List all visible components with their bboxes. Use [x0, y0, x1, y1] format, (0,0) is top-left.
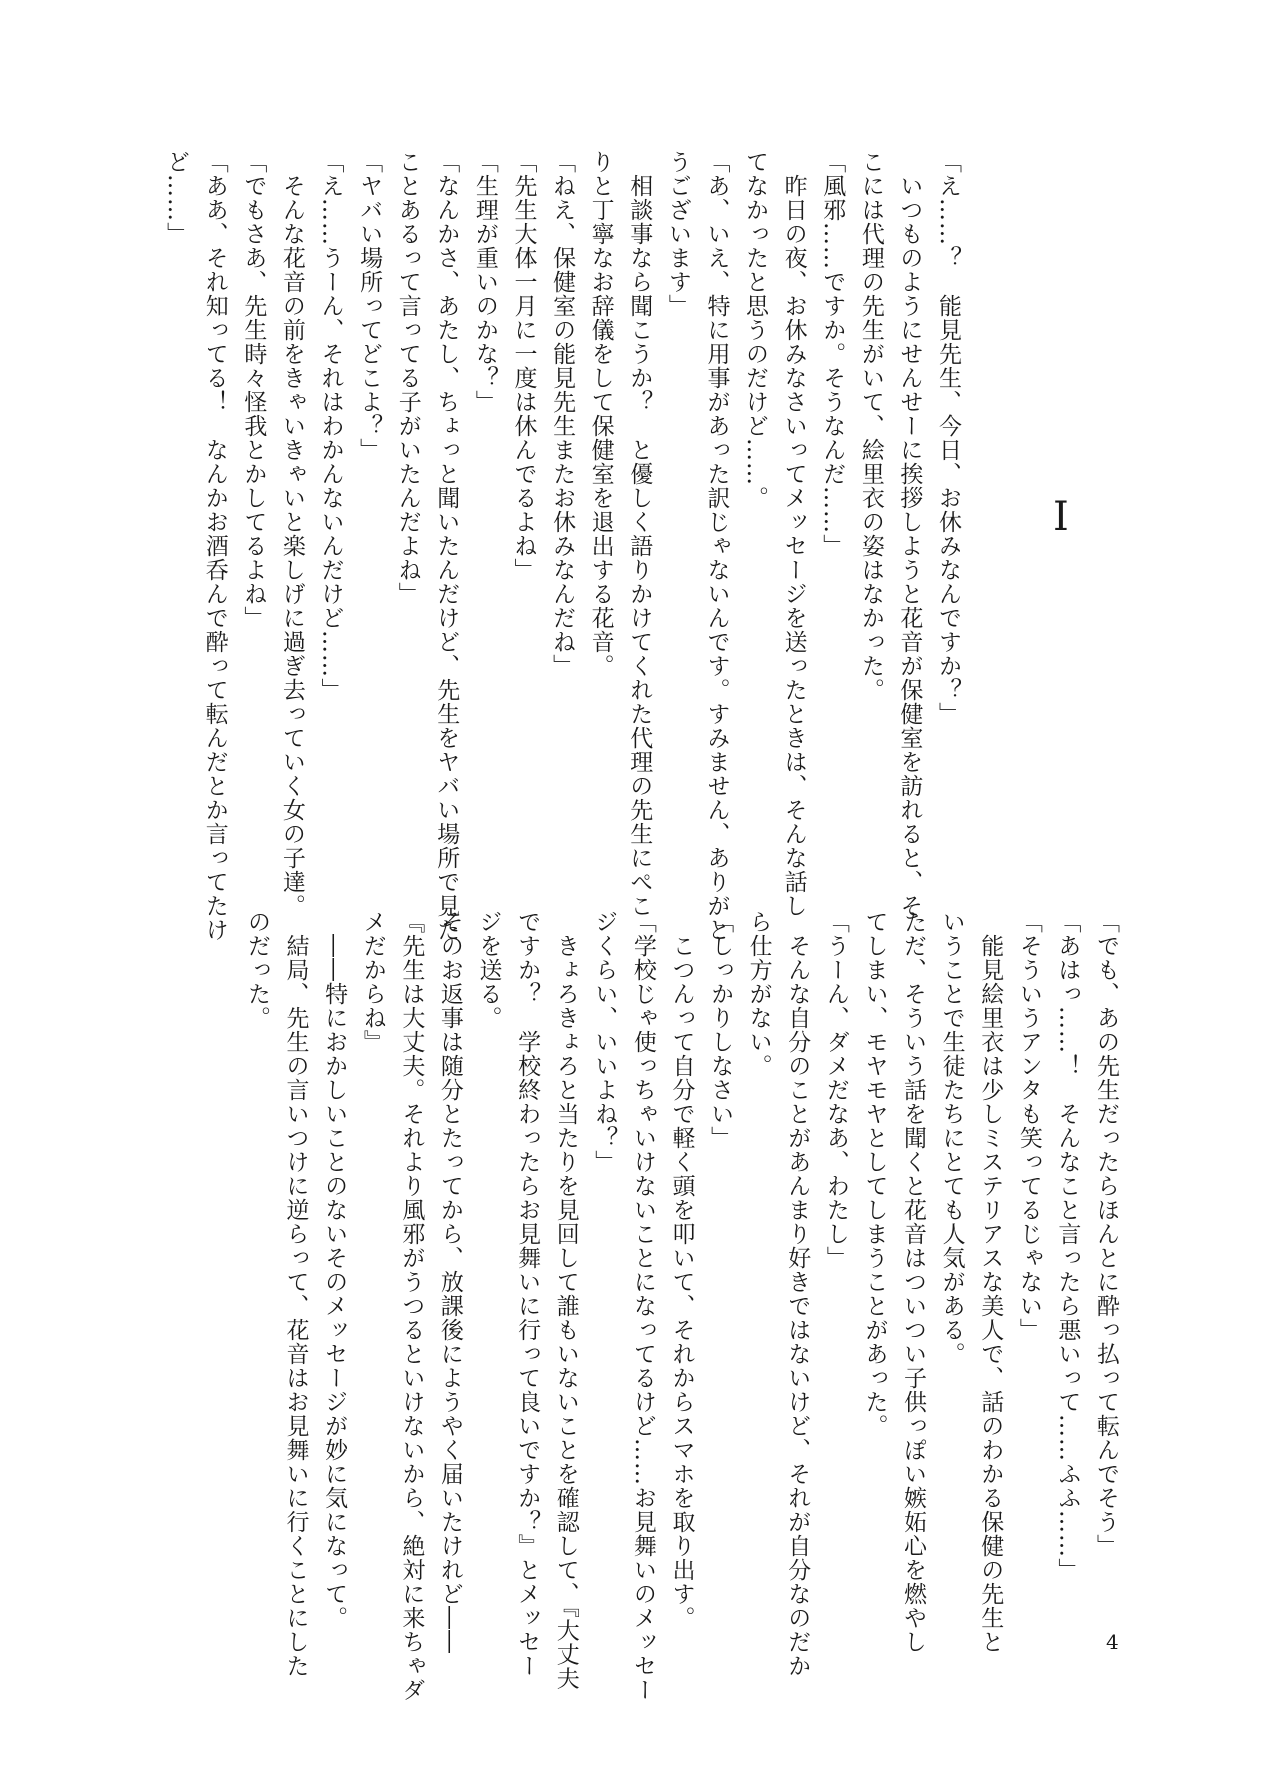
- text-line: 「しっかりしなさい」: [707, 910, 734, 1150]
- text-line: 昨日の夜、お休みなさいってメッセージを送ったときは、そんな話し: [780, 150, 807, 918]
- text-line: そのお返事は随分とたってから、放課後にようやく届いたけれど――: [436, 910, 463, 1654]
- text-line: そんな花音の前をきゃいきゃいと楽しげに過ぎ去っていく女の子達。: [278, 150, 305, 918]
- text-line: ジくらい、いいよね？」: [591, 910, 618, 1174]
- chapter-title: I: [1053, 494, 1069, 540]
- text-line: 「あ、いえ、特に用事があった訳じゃないんです。すみません、ありがと: [703, 150, 730, 942]
- text-line: ら仕方がない。: [745, 910, 772, 1078]
- text-line: 「先生大体一月に一度は休んでるよね」: [510, 150, 537, 582]
- text-block-bottom: [170, 910, 1125, 1702]
- text-line: 「なんかさ、あたし、ちょっと聞いたんだけど、先生をヤバい場所で見た: [433, 150, 460, 942]
- text-line: ですか？ 学校終わったらお見舞いに行って良いですか？』とメッセー: [514, 910, 541, 1678]
- text-line: ど……」: [163, 150, 190, 246]
- text-line: ――特におかしいことのないそのメッセージが妙に気になって。: [321, 910, 348, 1630]
- text-line: 結局、先生の言いつけに逆らって、花音はお見舞いに行くことにした: [282, 910, 309, 1678]
- text-line: 「え……？ 能見先生、今日、お休みなんですか？」: [935, 150, 961, 726]
- text-line: 『先生は大丈夫。それより風邪がうつるといけないから、絶対に来ちゃダ: [398, 910, 425, 1702]
- text-line: メだからね』: [359, 910, 386, 1054]
- text-line: いつものようにせんせーに挨拶しようと花音が保健室を訪れると、そ: [896, 150, 923, 918]
- text-line: 「そういうアンタも笑ってるじゃない」: [1015, 910, 1042, 1342]
- text-line: 「でもさあ、先生時々怪我とかしてるよね」: [240, 150, 267, 630]
- text-line: のだった。: [243, 910, 270, 1030]
- text-line: てなかったと思うのだけど……。: [742, 150, 769, 510]
- text-line: 「でも、あの先生だったらほんとに酔っ払って転んでそう」: [1093, 910, 1119, 1558]
- text-line: 能見絵里衣は少しミステリアスな美人で、話のわかる保健の先生と: [977, 910, 1004, 1654]
- text-line: 「風邪……ですか。そうなんだ……」: [819, 150, 846, 558]
- text-line: 「ねえ、保健室の能見先生またお休みなんだね」: [549, 150, 576, 678]
- text-line: きょろきょろと当たりを見回して誰もいないことを確認して、『大丈夫: [552, 910, 579, 1691]
- text-line: 「学校じゃ使っちゃいけないことになってるけど……お見舞いのメッセー: [629, 910, 656, 1702]
- text-line: りと丁寧なお辞儀をして保健室を退出する花音。: [587, 150, 614, 678]
- text-line: てしまい、モヤモヤとしてしまうことがあった。: [861, 910, 888, 1438]
- text-line: 「あはっ……！ そんなこと言ったら悪いって……ふふ……」: [1054, 910, 1081, 1582]
- text-line: ジを送る。: [475, 910, 502, 1030]
- text-line: 「ああ、それ知ってる！ なんかお酒呑んで酔って転んだとか言ってたけ: [201, 150, 228, 942]
- text-line: 相談事なら聞こうか？ と優しく語りかけてくれた代理の先生にぺこ: [626, 150, 653, 918]
- text-line: いうことで生徒たちにとても人気がある。: [938, 910, 965, 1366]
- text-line: こつんって自分で軽く頭を叩いて、それからスマホを取り出す。: [668, 910, 695, 1630]
- text-line: ことあるって言ってる子がいたんだよね」: [394, 150, 421, 606]
- text-line: そんな自分のことがあんまり好きではないけど、それが自分なのだか: [784, 910, 811, 1678]
- text-block-top: [163, 150, 967, 942]
- text-line: 「うーん、ダメだなあ、わたし」: [822, 910, 849, 1270]
- text-line: 「ヤバい場所ってどこよ？」: [356, 150, 383, 462]
- page-number: 4: [1106, 1630, 1119, 1654]
- text-line: 「え……うーん、それはわかんないんだけど……」: [317, 150, 344, 702]
- text-line: こには代理の先生がいて、絵里衣の姿はなかった。: [857, 150, 884, 702]
- text-line: うございます」: [664, 150, 691, 318]
- text-line: ただ、そういう話を聞くと花音はついつい子供っぽい嫉妬心を燃やし: [900, 910, 927, 1654]
- text-line: 「生理が重いのかな？」: [471, 150, 498, 414]
